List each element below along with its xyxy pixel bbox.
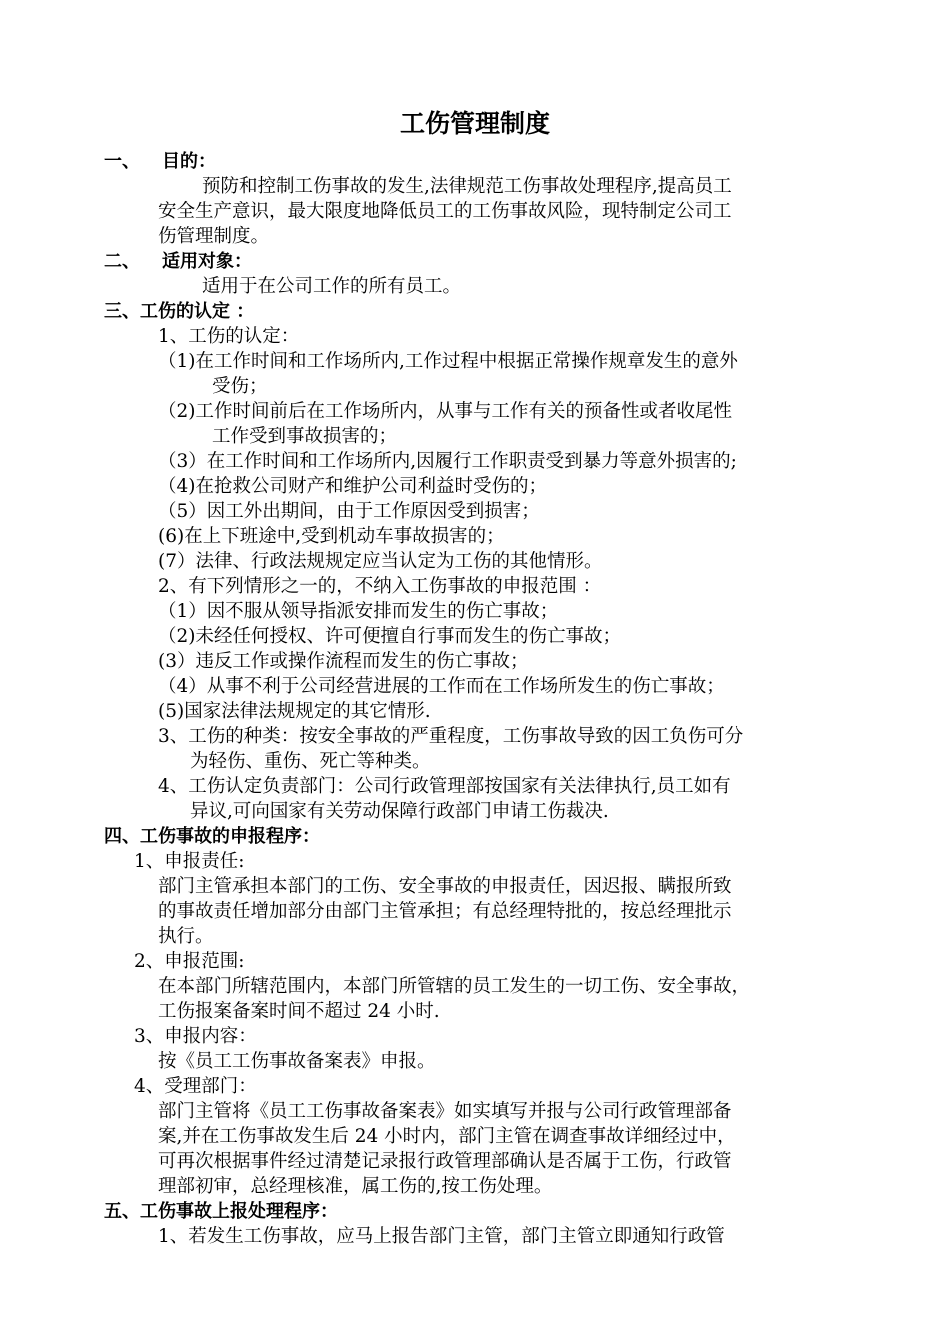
section-4-line: 理部初审，总经理核准，属工伤的,按工伤处理。: [158, 1176, 553, 1197]
section-4-line: 部门主管承担本部门的工伤、安全事故的申报责任，因迟报、瞒报所致: [158, 876, 732, 897]
section-3-item: （2)工作时间前后在工作场所内，从事与工作有关的预备性或者收尾性: [158, 401, 732, 422]
section-5-subheading-1: 1、若发生工伤事故，应马上报告部门主管，部门主管立即通知行政管: [158, 1226, 725, 1247]
section-4-line: 可再次根据事件经过清楚记录报行政管理部确认是否属于工伤，行政管: [158, 1151, 732, 1172]
section-2-title: 适用对象：: [162, 251, 252, 272]
section-5-heading: 五、工伤事故上报处理程序：: [104, 1201, 338, 1222]
section-3-subheading-2: 2、有下列情形之一的，不纳入工伤事故的申报范围 ：: [158, 576, 602, 597]
section-3-line: 异议,可向国家有关劳动保障行政部门申请工伤裁决.: [190, 801, 609, 822]
page-title: 工伤管理制度: [399, 109, 550, 138]
section-3-item: (7）法律、行政法规规定应当认定为工伤的其他情形。: [158, 551, 603, 572]
section-4-line: 执行。: [158, 926, 214, 947]
section-3-item: (6)在上下班途中,受到机动车事故损害的；: [158, 526, 505, 547]
section-4-line: 工伤报案备案时间不超过 24 小时.: [158, 1001, 440, 1022]
section-4-line: 按《员工工伤事故备案表》申报。: [158, 1051, 436, 1072]
section-3-subheading-1: 1、工伤的认定：: [158, 326, 300, 347]
section-3-item: 工作受到事故损害的；: [212, 426, 398, 447]
section-3-item: 受伤；: [212, 376, 268, 397]
section-4-heading: 四、工伤事故的申报程序：: [104, 826, 320, 847]
section-2-line: 适用于在公司工作的所有员工。: [202, 276, 462, 297]
section-3-exclusion: （2)未经任何授权、许可便擅自行事而发生的伤亡事故；: [158, 626, 621, 647]
section-4-line: 案,并在工伤事故发生后 24 小时内，部门主管在调查事故详细经过中，: [158, 1126, 736, 1147]
section-3-exclusion: （4）从事不利于公司经营进展的工作而在工作场所发生的伤亡事故；: [158, 676, 725, 697]
section-3-exclusion: (3）违反工作或操作流程而发生的伤亡事故；: [158, 651, 529, 672]
section-4-subheading-4: 4、受理部门：: [134, 1076, 257, 1097]
section-4-subheading-2: 2、申报范围:: [134, 951, 245, 972]
section-3-line: 为轻伤、重伤、死亡等种类。: [190, 751, 431, 772]
section-1-heading: [104, 149, 216, 174]
section-3-exclusion: (5)国家法律法规规定的其它情形.: [158, 701, 431, 722]
section-3-subheading-4: 4、工伤认定负责部门：公司行政管理部按国家有关法律执行,员工如有: [158, 776, 731, 797]
section-3-subheading-3: 3、工伤的种类：按安全事故的严重程度，工伤事故导致的因工负伤可分: [158, 726, 744, 747]
section-1-title: 目的：: [162, 151, 216, 172]
section-4-line: 在本部门所辖范围内，本部门所管辖的员工发生的一切工伤、安全事故，: [158, 976, 751, 997]
section-1-line: 伤管理制度。: [158, 226, 270, 247]
section-3-exclusion: （1）因不服从领导指派安排而发生的伤亡事故；: [158, 601, 559, 622]
section-4-line: 的事故责任增加部分由部门主管承担；有总经理特批的，按总经理批示: [158, 901, 732, 922]
section-3-item: （1)在工作时间和工作场所内,工作过程中根据正常操作规章发生的意外: [158, 351, 738, 372]
section-1-number: 一、: [104, 151, 140, 172]
section-4-subheading-3: 3、申报内容：: [134, 1026, 257, 1047]
section-3-heading: 三、工伤的认定 ：: [104, 301, 255, 322]
section-1-line: 预防和控制工伤事故的发生,法律规范工伤事故处理程序,提高员工: [202, 176, 732, 197]
section-4-subheading-1: 1、申报责任:: [134, 851, 245, 872]
section-3-item: （4)在抢救公司财产和维护公司利益时受伤的；: [158, 476, 547, 497]
section-1-line: 安全生产意识，最大限度地降低员工的工伤事故风险，现特制定公司工: [158, 201, 732, 222]
section-2-number: 二、: [104, 251, 140, 272]
section-4-line: 部门主管将《员工工伤事故备案表》如实填写并报与公司行政管理部备: [158, 1101, 732, 1122]
section-3-item: （5）因工外出期间，由于工作原因受到损害；: [158, 501, 540, 522]
section-2-heading: [104, 249, 252, 274]
section-3-item: （3）在工作时间和工作场所内,因履行工作职责受到暴力等意外损害的;: [158, 451, 737, 472]
